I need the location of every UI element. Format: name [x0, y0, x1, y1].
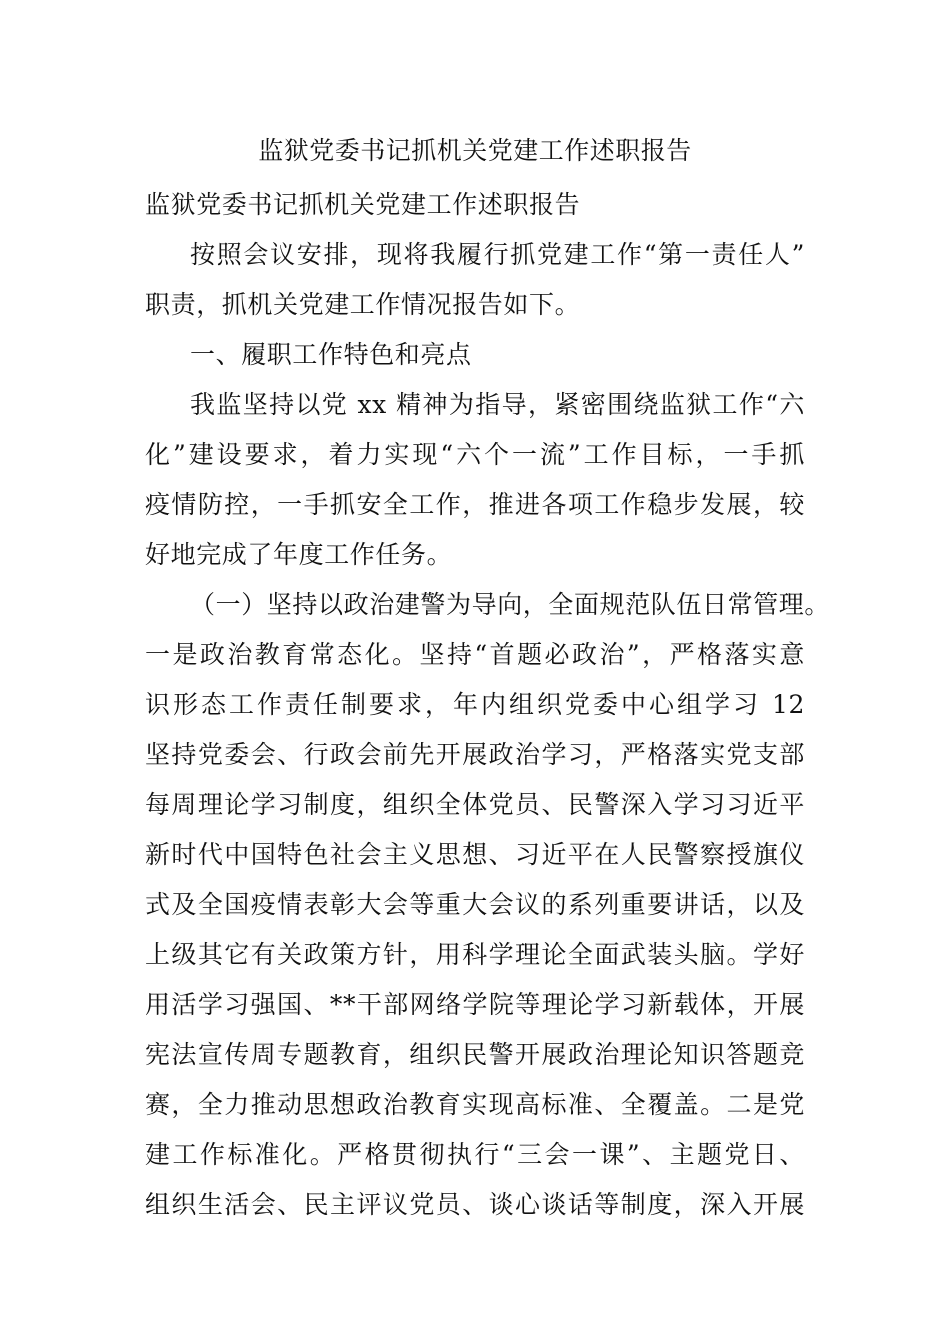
paragraph-line: 式及全国疫情表彰大会等重大会议的系列重要讲话，以及 — [145, 890, 805, 919]
section-heading: 一、履职工作特色和亮点 — [190, 340, 472, 369]
paragraph-line: 职责，抓机关党建工作情况报告如下。 — [145, 290, 581, 319]
paragraph-line: 化”建设要求，着力实现“六个一流”工作目标，一手抓 — [145, 440, 805, 469]
subsection-heading: （一）坚持以政治建警为导向，全面规范队伍日常管理。 — [190, 590, 831, 619]
paragraph-line: 每周理论学习制度，组织全体党员、民警深入学习习近平 — [145, 790, 805, 819]
paragraph-line: 我监坚持以党 xx 精神为指导，紧密围绕监狱工作“六 — [190, 390, 805, 419]
paragraph-line: 识形态工作责任制要求，年内组织党委中心组学习 12 — [145, 690, 805, 719]
paragraph-line: 一是政治教育常态化。坚持“首题必政治”，严格落实意 — [145, 640, 805, 669]
paragraph-line: 宪法宣传周专题教育，组织民警开展政治理论知识答题竞 — [145, 1040, 805, 1069]
paragraph-line: 组织生活会、民主评议党员、谈心谈话等制度，深入开展 — [145, 1190, 805, 1219]
paragraph-line: 建工作标准化。严格贯彻执行“三会一课”、主题党日、 — [145, 1140, 805, 1169]
paragraph-line: 新时代中国特色社会主义思想、习近平在人民警察授旗仪 — [145, 840, 805, 869]
paragraph-line: 按照会议安排，现将我履行抓党建工作“第一责任人” — [190, 240, 805, 269]
paragraph-line: 用活学习强国、**干部网络学院等理论学习新载体，开展 — [145, 990, 805, 1019]
paragraph-line: 好地完成了年度工作任务。 — [145, 540, 453, 569]
paragraph-line: 赛，全力推动思想政治教育实现高标准、全覆盖。二是党 — [145, 1090, 805, 1119]
document-subtitle: 监狱党委书记抓机关党建工作述职报告 — [145, 190, 581, 219]
document-title: 监狱党委书记抓机关党建工作述职报告 — [258, 136, 692, 165]
paragraph-line: 上级其它有关政策方针，用科学理论全面武装头脑。学好 — [145, 940, 805, 969]
paragraph-line: 疫情防控，一手抓安全工作，推进各项工作稳步发展，较 — [145, 490, 805, 519]
paragraph-line: 坚持党委会、行政会前先开展政治学习，严格落实党支部 — [145, 740, 805, 769]
document-body — [145, 180, 831, 1230]
